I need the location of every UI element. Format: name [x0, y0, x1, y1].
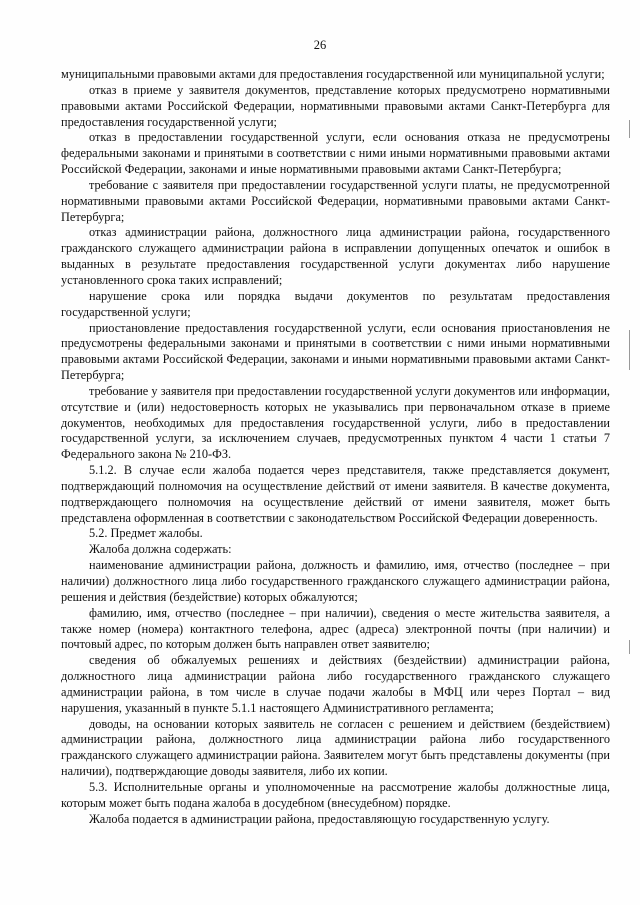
paragraph: Жалоба должна содержать:: [89, 542, 232, 557]
paragraph: муниципальными правовыми актами для предоставления государственной или муниципальной услуги;: [61, 67, 605, 81]
document-body: [61, 67, 610, 828]
paragraph: 5.3. Исполнительные органы и уполномоченные на рассмотрение жалобы должностные лица, которым может быть подана жалоба в досудебном (внесудебном) порядке.: [61, 779, 610, 810]
paragraph: требование у заявителя при предоставлении государственной услуги документов или информации, отсутствие и (или) недостоверность которых не указывались при первоначальном отказе в приеме документов, необходимых для предоставления государственной услуги, либо в предоставлении государственной услуги, за исключением случаев, предусмотренных пунктом 4 части 1 статьи 7 Федерального закона № 210-ФЗ.: [61, 383, 610, 462]
scan-artifact-mark: [629, 640, 630, 654]
paragraph: отказ в предоставлении государственной услуги, если основания отказа не предусмотрены федеральными законами и принятыми в соответствии с ними иными нормативными правовыми актами Российской Федерации, законами и иные нормативными правовыми актами Санкт-Петербурга;: [61, 130, 610, 177]
paragraph: доводы, на основании которых заявитель не согласен с решением и действием (бездействием) администрации района, должностного лица администрации района либо государственного гражданского служащего администрации района. Заявителем могут быть представлены документы (при наличии), подтверждающие доводы заявителя, либо их копии.: [61, 716, 610, 779]
paragraph: Жалоба подается в администрации района, предоставляющую государственную услугу.: [89, 811, 550, 826]
paragraph: нарушение срока или порядка выдачи документов по результатам предоставления государственной услуги;: [61, 288, 610, 319]
paragraph: отказ администрации района, должностного лица администрации района, государственного гражданского служащего администрации района в исправлении допущенных опечаток и ошибок в выданных в результате предоставления государственной услуги документах либо нарушение установленного срока таких исправлений;: [61, 225, 610, 287]
page-number: 26: [313, 38, 327, 52]
paragraph: наименование администрации района, должность и фамилию, имя, отчество (последнее – при наличии) должностного лица либо государственного гражданского служащего администрации района, решения и действия (бездействие) которых обжалуются;: [61, 558, 610, 604]
scan-artifact-mark: [629, 120, 630, 138]
paragraph: сведения об обжалуемых решениях и действиях (бездействии) администрации района, должностного лица администрации района либо государственного гражданского служащего администрации района, в том числе в случае подачи жалобы в МФЦ или через Портал – вид нарушения, указанный в пункте 5.1.1 настоящего Административного регламента;: [61, 653, 610, 715]
paragraph: 5.1.2. В случае если жалоба подается через представителя, также представляется документ, подтверждающий полномочия на осуществление действий от имени заявителя. В качестве документа, подтверждающего полномочия на осуществление действий от имени заявителя, может быть представлена оформленная в соответствии с законодательством Российской Федерации доверенность.: [61, 463, 610, 525]
paragraph: отказ в приеме у заявителя документов, представление которых предусмотрено нормативными правовыми актами Российской Федерации, нормативными правовыми актами Санкт-Петербурга для предоставления государственной услуги;: [61, 82, 610, 129]
scan-artifact-mark: [629, 330, 630, 370]
paragraph: 5.2. Предмет жалобы.: [89, 526, 203, 541]
paragraph: фамилию, имя, отчество (последнее – при наличии), сведения о месте жительства заявителя, а также номер (номера) контактного телефона, адрес (адреса) электронной почты (при наличии) и почтовый адрес, по которым должен быть направлен ответ заявителю;: [61, 605, 610, 652]
paragraph: требование с заявителя при предоставлении государственной услуги платы, не предусмотренной нормативными правовыми актами Российской Федерации, нормативными правовыми актами Санкт-Петербурга;: [61, 177, 610, 224]
paragraph: приостановление предоставления государственной услуги, если основания приостановления не предусмотрены федеральными законами и принятыми в соответствии с ними иными нормативными правовыми актами Российской Федерации, законами и иными нормативными правовыми актами Санкт-Петербурга;: [61, 320, 610, 383]
